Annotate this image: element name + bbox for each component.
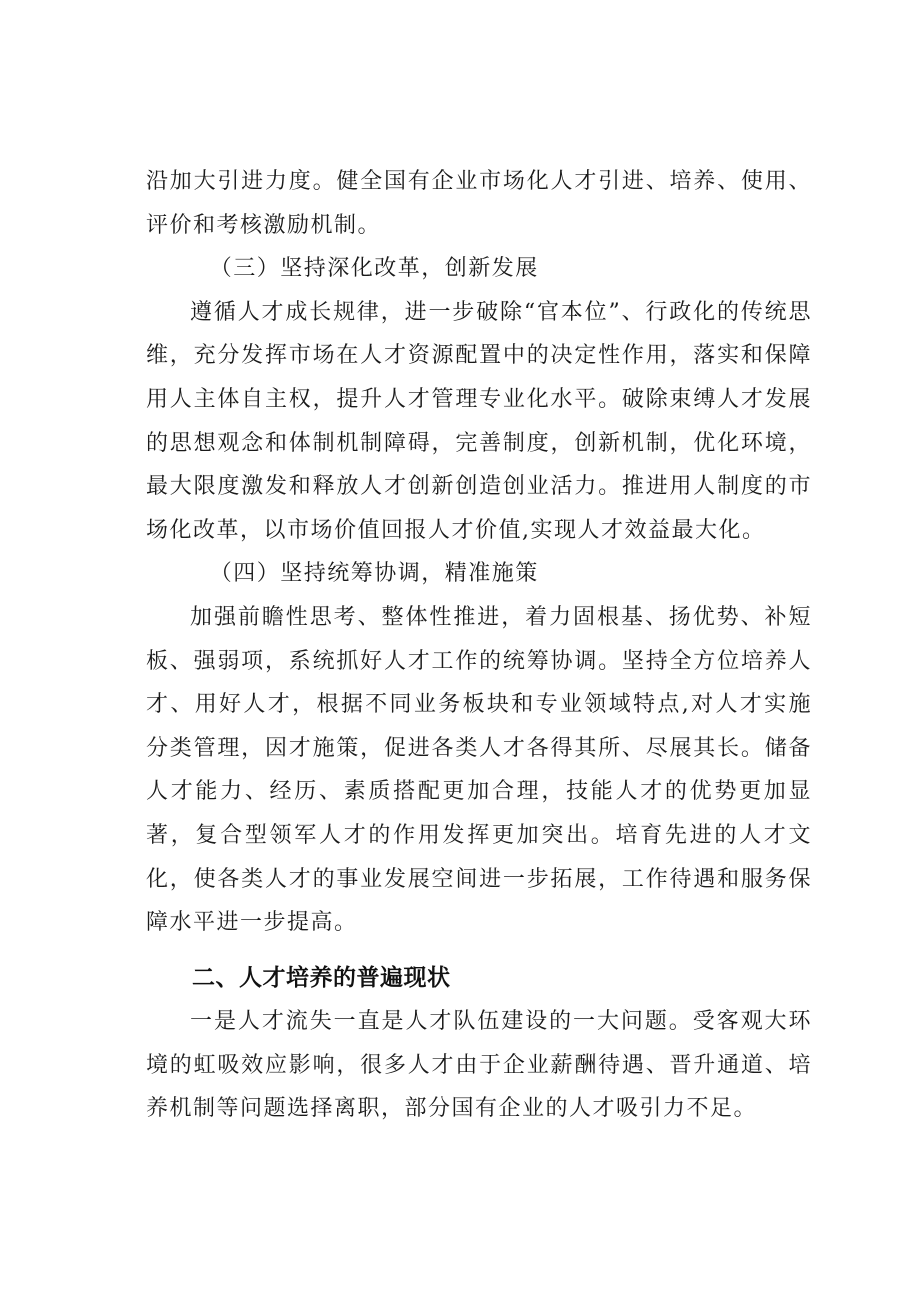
continuation-paragraph: 沿加大引进力度。健全国有企业市场化人才引进、培养、使用、评价和考核激励机制。 (146, 169, 812, 238)
subsection-3-heading: （三）坚持深化改革，创新发展 (209, 256, 539, 282)
section-2-heading: 二、人才培养的普遍现状 (192, 964, 451, 991)
section-2-paragraph: 一是人才流失一直是人才队伍建设的一大问题。受客观大环境的虹吸效应影响，很多人才由于企业薪酬待遇、晋升通道、培养机制等问题选择离职，部分国有企业的人才吸引力不足。 (146, 1009, 812, 1122)
subsection-3-paragraph: 遵循人才成长规律，进一步破除“官本位”、行政化的传统思维，充分发挥市场在人才资源配置中的决定性作用，落实和保障用人主体自主权，提升人才管理专业化水平。破除束缚人才发展的思想观念和体制机制障碍，完善制度，创新机制，优化环境，最大限度激发和释放人才创新创造创业活力。推进用人制度的市场化改革，以市场价值回报人才价值,实现人才效益最大化。 (146, 299, 812, 543)
document-body (146, 160, 812, 1131)
subsection-4-heading: （四）坚持统筹协调，精准施策 (209, 561, 539, 587)
subsection-4-paragraph: 加强前瞻性思考、整体性推进，着力固根基、扬优势、补短板、强弱项，系统抓好人才工作的统筹协调。坚持全方位培养人才、用好人才，根据不同业务板块和专业领域特点,对人才实施分类管理，因才施策，促进各类人才各得其所、尽展其长。储备人才能力、经历、素质搭配更加合理，技能人才的优势更加显著，复合型领军人才的作用发挥更加突出。培育先进的人才文化，使各类人才的事业发展空间进一步拓展，工作待遇和服务保障水平进一步提高。 (146, 604, 812, 936)
